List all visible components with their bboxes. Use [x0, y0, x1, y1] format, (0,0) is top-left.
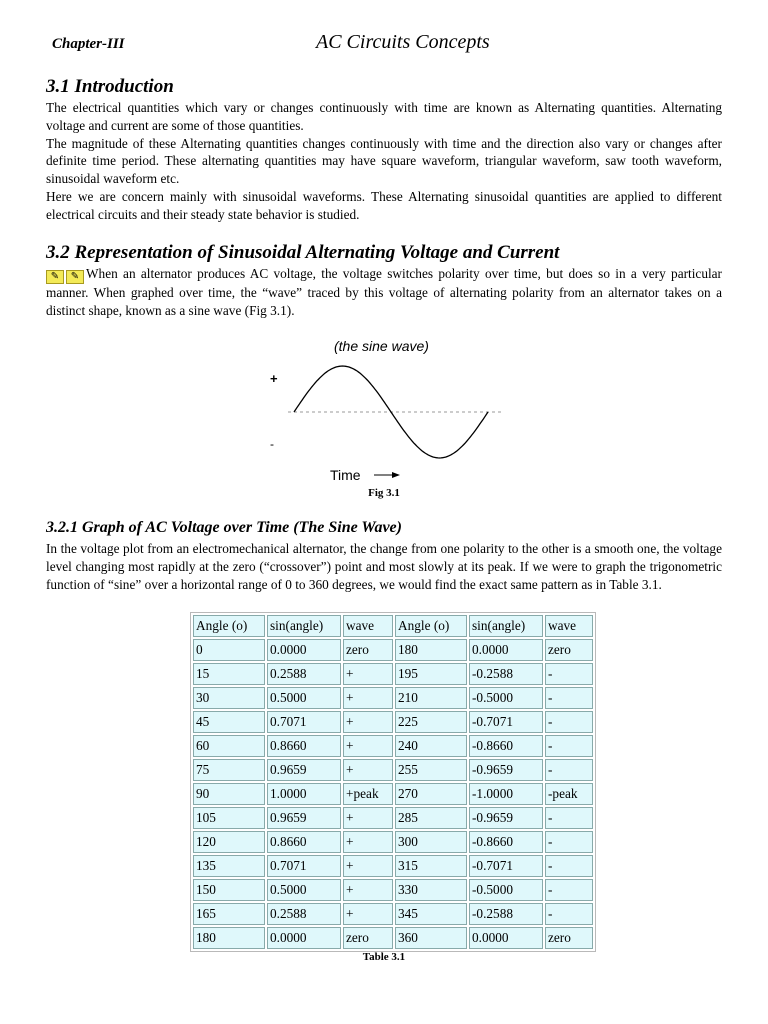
table-cell: 0.9659	[267, 759, 341, 781]
representation-paragraph	[46, 265, 722, 320]
intro-paragraph-2: The magnitude of these Alternating quantities changes continuously with time and the direction also vary or changes after definite time period. These alternating quantities may have square waveform, triangular waveform, saw tooth waveform, sinusoidal waveform etc.	[46, 135, 722, 187]
table-cell: 60	[193, 735, 265, 757]
time-axis-label: Time	[330, 467, 361, 483]
table-cell: 165	[193, 903, 265, 925]
table-row	[193, 783, 593, 805]
table-cell: +	[343, 711, 393, 733]
table-cell: 0.5000	[267, 879, 341, 901]
table-cell: 0.7071	[267, 711, 341, 733]
table-cell: +	[343, 735, 393, 757]
note-icon: ✎	[66, 270, 84, 284]
table-cell: 225	[395, 711, 467, 733]
chapter-label: Chapter-III	[52, 36, 125, 52]
table-cell: zero	[545, 927, 593, 949]
table-cell: zero	[545, 639, 593, 661]
table-cell: -	[545, 759, 593, 781]
sine-wave-figure	[266, 334, 516, 504]
graph-section	[46, 518, 722, 593]
table-cell: -0.8660	[469, 735, 543, 757]
intro-paragraph-3: Here we are concern mainly with sinusoidal waveforms. These Alternating sinusoidal quantities are applied to different electrical circuits and their steady state behavior is studied.	[46, 188, 722, 222]
table-row	[193, 855, 593, 877]
minus-sign: -	[270, 437, 274, 451]
table-caption: Table 3.1	[362, 951, 406, 963]
table-header-row	[193, 615, 593, 637]
table-cell: -	[545, 711, 593, 733]
header-cell: wave	[545, 615, 593, 637]
table-cell: 180	[193, 927, 265, 949]
table-cell: -0.5000	[469, 687, 543, 709]
table-cell: 90	[193, 783, 265, 805]
table-cell: -0.2588	[469, 903, 543, 925]
header-cell: wave	[343, 615, 393, 637]
header-cell: sin(angle)	[267, 615, 341, 637]
table-cell: 150	[193, 879, 265, 901]
introduction-section	[46, 76, 722, 224]
table-cell: +	[343, 663, 393, 685]
table-cell: 285	[395, 807, 467, 829]
document-page	[46, 0, 722, 963]
table-cell: 1.0000	[267, 783, 341, 805]
note-icon: ✎	[46, 270, 64, 284]
table-cell: 135	[193, 855, 265, 877]
table-cell: +	[343, 687, 393, 709]
table-cell: 0.8660	[267, 735, 341, 757]
table-cell: 0.0000	[267, 927, 341, 949]
table-row	[193, 807, 593, 829]
table-cell: -peak	[545, 783, 593, 805]
table-cell: 0.7071	[267, 855, 341, 877]
graph-section-heading: 3.2.1 Graph of AC Voltage over Time (The Sine Wave)	[46, 519, 402, 536]
representation-heading: 3.2 Representation of Sinusoidal Alternating Voltage and Current	[46, 242, 560, 263]
table-row	[193, 711, 593, 733]
table-cell: 180	[395, 639, 467, 661]
table-cell: 75	[193, 759, 265, 781]
table-row	[193, 639, 593, 661]
table-cell: -0.2588	[469, 663, 543, 685]
table-cell: -0.7071	[469, 855, 543, 877]
table-cell: 0.2588	[267, 903, 341, 925]
table-cell: 255	[395, 759, 467, 781]
plus-sign: +	[270, 371, 278, 386]
table-cell: 120	[193, 831, 265, 853]
header-cell: Angle (o)	[395, 615, 467, 637]
table-cell: +	[343, 855, 393, 877]
table-cell: 0	[193, 639, 265, 661]
table-cell: -0.8660	[469, 831, 543, 853]
table-row	[193, 927, 593, 949]
table-cell: +	[343, 831, 393, 853]
table-row	[193, 687, 593, 709]
figure-caption: Fig 3.1	[368, 487, 400, 499]
table-cell: 360	[395, 927, 467, 949]
table-row	[193, 663, 593, 685]
time-arrow-head	[392, 472, 400, 478]
table-row	[193, 831, 593, 853]
table-cell: 300	[395, 831, 467, 853]
table-cell: 210	[395, 687, 467, 709]
table-cell: +	[343, 879, 393, 901]
table-row	[193, 903, 593, 925]
table-cell: +peak	[343, 783, 393, 805]
table-cell: 0.2588	[267, 663, 341, 685]
table-cell: 345	[395, 903, 467, 925]
table-cell: -0.7071	[469, 711, 543, 733]
header-cell: Angle (o)	[193, 615, 265, 637]
table-cell: -	[545, 663, 593, 685]
table-cell: 315	[395, 855, 467, 877]
table-cell: 0.5000	[267, 687, 341, 709]
table-cell: +	[343, 903, 393, 925]
table-cell: 30	[193, 687, 265, 709]
graph-section-paragraph: In the voltage plot from an electromechanical alternator, the change from one polarity to the other is a smooth one, the voltage level changing most rapidly at the zero (“crossover”) point and most slowly at its peak. If we were to graph the trigonometric function of “sine” over a horizontal range of 0 to 360 degrees, we would find the exact same pattern as in Table 3.1.	[46, 541, 722, 592]
table-cell: 0.0000	[267, 639, 341, 661]
table-cell: -	[545, 831, 593, 853]
table-cell: 195	[395, 663, 467, 685]
table-cell: -	[545, 903, 593, 925]
header-cell: sin(angle)	[469, 615, 543, 637]
table-cell: 0.8660	[267, 831, 341, 853]
table-cell: 330	[395, 879, 467, 901]
table-cell: +	[343, 807, 393, 829]
table-cell: 0.9659	[267, 807, 341, 829]
intro-paragraph-1: The electrical quantities which vary or changes continuously with time are known as Alternating quantities. Alternating voltage and current are some of those quantities.	[46, 100, 722, 133]
page-header	[46, 0, 722, 72]
table-row	[193, 759, 593, 781]
figure-title: (the sine wave)	[334, 338, 429, 354]
table-cell: 105	[193, 807, 265, 829]
table-cell: 270	[395, 783, 467, 805]
table-cell: -	[545, 879, 593, 901]
table-cell: -1.0000	[469, 783, 543, 805]
table-cell: zero	[343, 927, 393, 949]
representation-section	[46, 242, 722, 320]
table-row	[193, 735, 593, 757]
sine-wave-svg	[266, 334, 516, 504]
table-cell: -0.5000	[469, 879, 543, 901]
introduction-heading: 3.1 Introduction	[46, 76, 174, 97]
representation-text: When an alternator produces AC voltage, the voltage switches polarity over time, but does so in a very particular manner. When graphed over time, the “wave” traced by this voltage of alternating polarity from an alternator takes on a distinct shape, known as a sine wave (Fig 3.1).	[46, 266, 722, 318]
table-cell: 45	[193, 711, 265, 733]
table-row	[193, 879, 593, 901]
table-cell: -0.9659	[469, 759, 543, 781]
table-cell: zero	[343, 639, 393, 661]
table-cell: 0.0000	[469, 639, 543, 661]
page-title: AC Circuits Concepts	[316, 31, 490, 53]
table-cell: 0.0000	[469, 927, 543, 949]
table-cell: -	[545, 735, 593, 757]
sine-table	[190, 612, 596, 952]
table-cell: -	[545, 855, 593, 877]
table-cell: -	[545, 687, 593, 709]
table-cell: -0.9659	[469, 807, 543, 829]
table-cell: 15	[193, 663, 265, 685]
table-cell: -	[545, 807, 593, 829]
table-cell: +	[343, 759, 393, 781]
table-cell: 240	[395, 735, 467, 757]
